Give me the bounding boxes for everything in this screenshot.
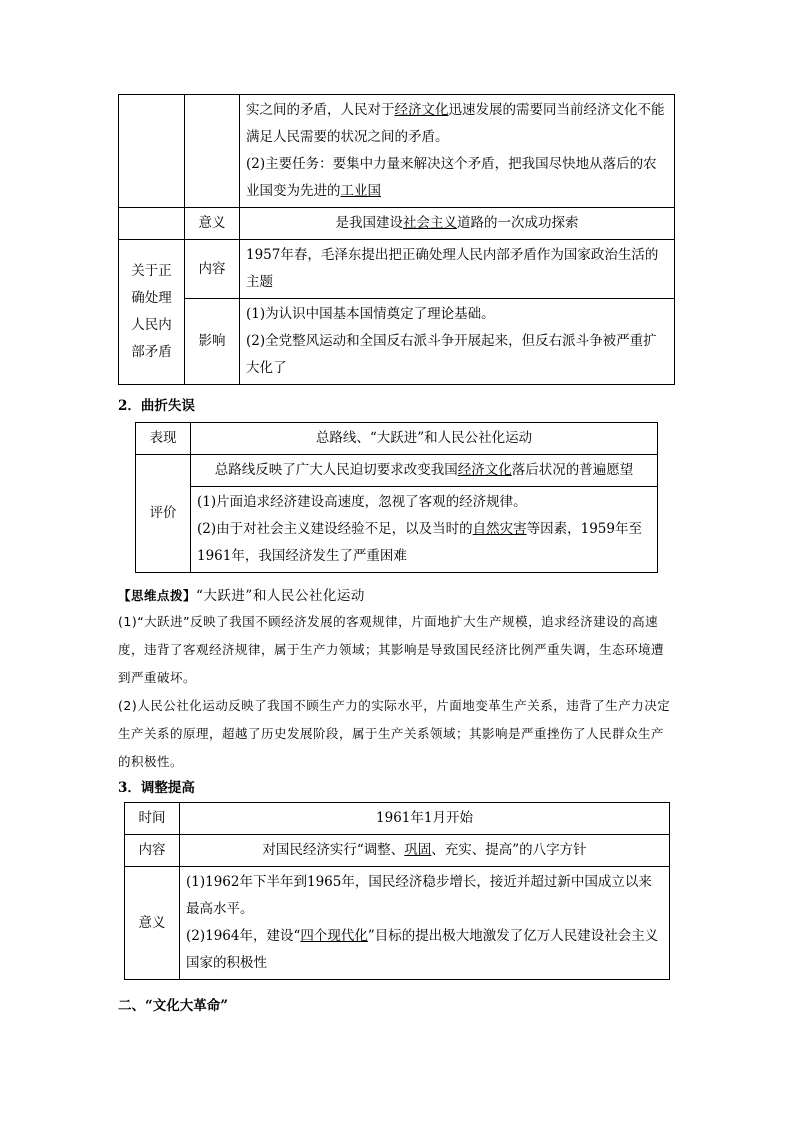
underlined-text: 经济文化 xyxy=(394,102,449,118)
underlined-text: 工业国 xyxy=(340,183,381,199)
table-socialist-path xyxy=(118,94,675,385)
row-label-manifestation: 表现 xyxy=(136,423,191,455)
table-row xyxy=(136,455,658,487)
row-label-evaluation: 评价 xyxy=(136,455,191,573)
table-cell xyxy=(119,95,185,208)
insight-title: “大跃进”和人民公社化运动 xyxy=(196,588,365,604)
table-adjustment xyxy=(124,802,670,980)
table-cell: (1)1962年下半年到1965年，国民经济稳步增长，接近并超过新中国成立以来最高水平。 (2)1964年，建设“四个现代化”目标的提出极大地激发了亿万人民建设社会主义国家的积极性 xyxy=(180,867,670,980)
insight-tag: 【思维点拨】 xyxy=(118,588,197,603)
table-row xyxy=(136,423,658,455)
table-cell: 对国民经济实行“调整、巩固、充实、提高”的八字方针 xyxy=(180,835,670,867)
table-row xyxy=(119,299,675,385)
table-row xyxy=(125,835,670,867)
table-row xyxy=(125,867,670,980)
section-heading: 3．调整提高 xyxy=(118,780,195,796)
text: 迅速发展的需要同当前经济文化不能满足人民需要的状况之间的矛盾。 xyxy=(246,102,665,145)
table-row xyxy=(119,240,675,299)
table-cell-content: 1957年春，毛泽东提出把正确处理人民内部矛盾作为国家政治生活的主题 xyxy=(240,240,675,299)
table-row xyxy=(136,487,658,573)
section-heading-cultural-revolution: 二、“文化大革命” xyxy=(118,998,229,1014)
row-label-meaning: 意义 xyxy=(125,867,180,980)
row-label-content: 内容 xyxy=(125,835,180,867)
section-label-contradictions: 关于正确处理人民内部矛盾 xyxy=(119,240,185,385)
table-cell: 1961年1月开始 xyxy=(180,803,670,835)
table-row xyxy=(119,95,675,208)
insight-paragraph: (1)“大跃进”反映了我国不顾经济发展的客观规律，片面地扩大生产规模，追求经济建设的高速度，违背了客观经济规律，属于生产力领域；其影响是导致国民经济比例严重失调，生态环境遭到严重破坏。 xyxy=(118,614,665,685)
insight-block xyxy=(118,582,676,776)
row-label-meaning: 意义 xyxy=(185,208,240,240)
insight-paragraph: (2)人民公社化运动反映了我国不顾生产力的实际水平，片面地变革生产关系，违背了生产力决定生产关系的原理，超越了历史发展阶段，属于生产关系领域；其影响是严重挫伤了人民群众生产的积极性。 xyxy=(118,698,671,769)
table-row xyxy=(125,803,670,835)
row-label-content: 内容 xyxy=(185,240,240,299)
table-cell: 总路线、“大跃进”和人民公社化运动 xyxy=(191,423,658,455)
table-row xyxy=(119,208,675,240)
section-heading: 2．曲折失误 xyxy=(118,398,195,414)
row-label-time: 时间 xyxy=(125,803,180,835)
text: (2)主要任务：要集中力量来解决这个矛盾，把我国尽快地从落后的农业国变为先进的 xyxy=(246,156,657,199)
table-setbacks xyxy=(135,422,658,573)
table-cell-contradiction xyxy=(240,95,675,208)
table-cell xyxy=(119,208,185,240)
table-cell xyxy=(185,95,240,208)
table-cell: 总路线反映了广大人民迫切要求改变我国经济文化落后状况的普遍愿望 xyxy=(191,455,658,487)
table-cell-impact: (1)为认识中国基本国情奠定了理论基础。 (2)全党整风运动和全国反右派斗争开展起来，但反右派斗争被严重扩大化了 xyxy=(240,299,675,385)
table-cell: (1)片面追求经济建设高速度，忽视了客观的经济规律。 (2)由于对社会主义建设经验不足，以及当时的自然灾害等因素，1959年至1961年，我国经济发生了严重困难 xyxy=(191,487,658,573)
row-label-impact: 影响 xyxy=(185,299,240,385)
table-cell-meaning: 是我国建设社会主义道路的一次成功探索 xyxy=(240,208,675,240)
text: 实之间的矛盾，人民对于 xyxy=(246,102,395,118)
